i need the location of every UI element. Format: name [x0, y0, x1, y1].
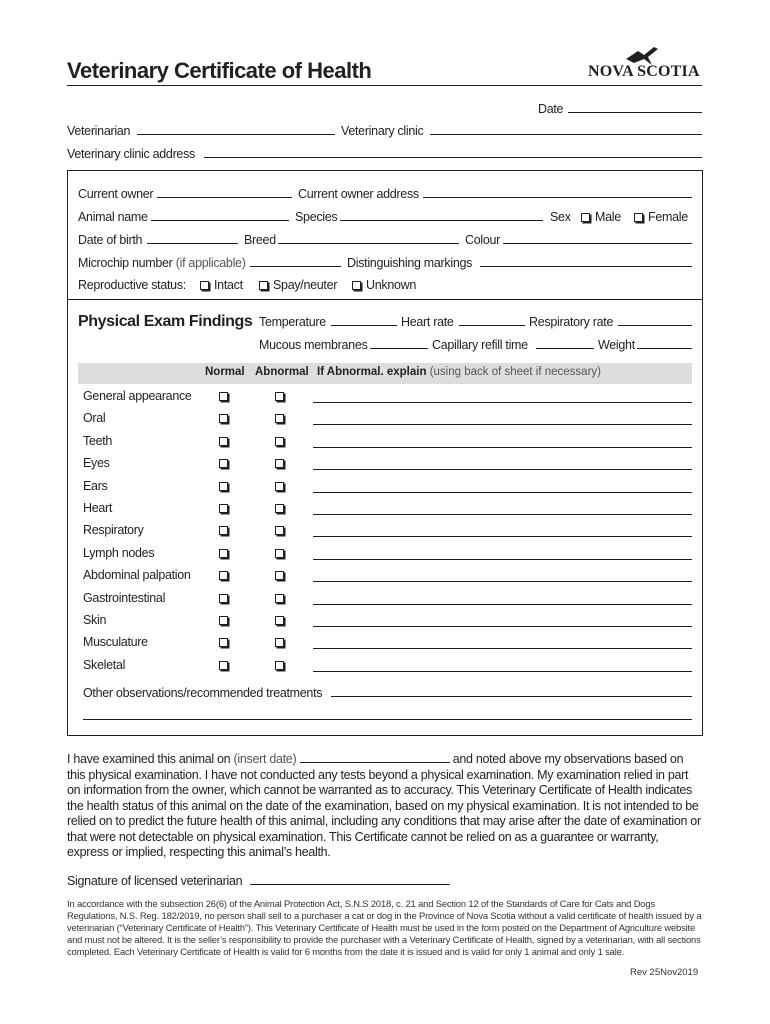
- markings-label: Distinguishing markings: [347, 256, 473, 270]
- markings-field[interactable]: [480, 266, 692, 267]
- checkbox-icon[interactable]: [352, 281, 361, 290]
- spay-label: Spay/neuter: [273, 278, 338, 292]
- veterinarian-field[interactable]: [137, 134, 335, 135]
- clinic-label: Veterinary clinic: [341, 124, 424, 138]
- male-option[interactable]: [581, 210, 621, 225]
- abnormal-checkbox[interactable]: [275, 482, 284, 491]
- statement-part1: I have examined this animal on: [67, 752, 231, 766]
- dob-field[interactable]: [147, 243, 238, 244]
- mucous-label: Mucous membranes: [259, 338, 368, 352]
- breed-label: Breed: [244, 233, 276, 247]
- statement-part2: and noted above my observations based on this physical examination. I have not conducted any tests beyond a physical examination. My examination relied in part on information from the owner, which cannot be warranted as to accuracy. This Veterinary Certificate of Health indicates the health status of this animal on the date of the examination, based on my physical examination. It is not intended to be relied on to predict the future health of this animal, including any conditions that may arise after the date of examination or that were not detectable on physical examination. This Certificate cannot be relied on as a guarantee or warranty, express or implied, respecting this animal’s health.: [67, 752, 701, 859]
- colour-field[interactable]: [503, 243, 692, 244]
- female-option[interactable]: [634, 210, 688, 225]
- explain-field[interactable]: [313, 581, 692, 582]
- temperature-label: Temperature: [259, 315, 326, 329]
- exam-row-label: Teeth: [83, 434, 113, 448]
- explain-field[interactable]: [313, 402, 692, 403]
- date-field[interactable]: [568, 112, 702, 113]
- abnormal-checkbox[interactable]: [275, 437, 284, 446]
- owner-label: Current owner: [78, 187, 154, 201]
- normal-checkbox[interactable]: [219, 437, 228, 446]
- exam-row-label: Skeletal: [83, 658, 126, 672]
- veterinarian-label: Veterinarian: [67, 124, 131, 138]
- normal-checkbox[interactable]: [219, 482, 228, 491]
- exam-row-label: General appearance: [83, 389, 192, 403]
- revision-label: Rev 25Nov2019: [630, 967, 699, 978]
- abnormal-checkbox[interactable]: [275, 661, 284, 670]
- checkbox-icon[interactable]: [581, 213, 590, 222]
- legal-notice: In accordance with the subsection 26(6) of the Animal Protection Act, S.N.S 2018, c. 21 and Section 12 of the Standards of Care for Cats and Dogs Regulations, N.S. Reg. 182/2019, no person shall sell to a purchaser a cat or dog in the Province of Nova Scotia without a valid certificate of health issued by a veterinarian (“Veterinary Certificate of Health”). This Veterinary Certificate of Health must be used in the form posted on the Department of Agriculture website and must not be altered. It is the seller’s responsibility to provide the purchaser with a Veterinary Certificate of Health, signed by a veterinarian, with all sections completed. Each Veterinary Certificate of Health is valid for 6 months from the date it is issued and is valid for only 1 animal and only 1 sale.: [67, 898, 702, 957]
- nova-scotia-logo: [588, 45, 704, 81]
- explain-field[interactable]: [313, 626, 692, 627]
- normal-checkbox[interactable]: [219, 392, 228, 401]
- exam-row-label: Respiratory: [83, 523, 144, 537]
- animal-name-field[interactable]: [151, 220, 289, 221]
- normal-checkbox[interactable]: [219, 549, 228, 558]
- normal-checkbox[interactable]: [219, 504, 228, 513]
- explain-field[interactable]: [313, 604, 692, 605]
- repro-label: Reproductive status:: [78, 278, 186, 292]
- insert-date-note: (insert date): [233, 752, 297, 766]
- abnormal-checkbox[interactable]: [275, 549, 284, 558]
- dob-label: Date of birth: [78, 233, 143, 247]
- abnormal-checkbox[interactable]: [275, 504, 284, 513]
- explain-field[interactable]: [313, 536, 692, 537]
- explain-field[interactable]: [313, 447, 692, 448]
- species-label: Species: [295, 210, 338, 224]
- explain-field[interactable]: [313, 559, 692, 560]
- explain-column-header: [317, 366, 601, 378]
- exam-row-label: Gastrointestinal: [83, 591, 166, 605]
- weight-label: Weight: [598, 338, 635, 352]
- microchip-field[interactable]: [250, 266, 341, 267]
- other-observations-field-2[interactable]: [83, 719, 692, 720]
- temperature-field[interactable]: [331, 325, 397, 326]
- exam-row-label: Heart: [83, 501, 113, 515]
- exam-row-label: Ears: [83, 479, 108, 493]
- unknown-option[interactable]: [352, 278, 416, 293]
- checkbox-icon[interactable]: [259, 281, 268, 290]
- sex-label: Sex: [550, 210, 571, 224]
- mucous-field[interactable]: [370, 348, 428, 349]
- clinic-address-field[interactable]: [204, 157, 702, 158]
- exam-row-label: Musculature: [83, 635, 148, 649]
- title-rule: [67, 85, 702, 86]
- examination-statement: [67, 752, 703, 861]
- colour-label: Colour: [465, 233, 501, 247]
- intact-option[interactable]: [200, 278, 243, 293]
- normal-checkbox[interactable]: [219, 661, 228, 670]
- crt-field[interactable]: [536, 348, 594, 349]
- if-applicable-note: (if applicable): [175, 256, 246, 270]
- exam-row-label: Abdominal palpation: [83, 568, 191, 582]
- signature-label: Signature of licensed veterinarian: [67, 874, 243, 888]
- weight-field[interactable]: [637, 348, 692, 349]
- explain-field[interactable]: [313, 648, 692, 649]
- clinic-field[interactable]: [430, 134, 702, 135]
- explain-note: (using back of sheet if necessary): [429, 366, 601, 378]
- exam-row-label: Skin: [83, 613, 107, 627]
- page-title: Veterinary Certificate of Health: [67, 58, 372, 83]
- heart-rate-label: Heart rate: [401, 315, 454, 329]
- exam-row-label: Eyes: [83, 456, 110, 470]
- heart-rate-field[interactable]: [459, 325, 525, 326]
- intact-label: Intact: [214, 278, 243, 292]
- microchip-label: [78, 256, 246, 271]
- resp-rate-label: Respiratory rate: [529, 315, 614, 329]
- abnormal-checkbox[interactable]: [275, 616, 284, 625]
- normal-checkbox[interactable]: [219, 526, 228, 535]
- exam-date-field[interactable]: [300, 753, 450, 763]
- breed-field[interactable]: [278, 243, 459, 244]
- normal-checkbox[interactable]: [219, 459, 228, 468]
- owner-address-label: Current owner address: [298, 187, 419, 201]
- other-observations-label: Other observations/recommended treatments: [83, 686, 323, 700]
- logo-text: NOVA SCOTIA: [588, 63, 700, 80]
- signature-field[interactable]: [250, 884, 450, 885]
- owner-field[interactable]: [157, 197, 292, 198]
- resp-rate-field[interactable]: [618, 325, 692, 326]
- other-observations-field[interactable]: [331, 696, 692, 697]
- exam-row-label: Lymph nodes: [83, 546, 155, 560]
- crt-label: Capillary refill time: [432, 338, 528, 352]
- abnormal-checkbox[interactable]: [275, 526, 284, 535]
- abnormal-checkbox[interactable]: [275, 571, 284, 580]
- explain-text: If Abnormal. explain: [317, 366, 427, 378]
- male-label: Male: [595, 210, 621, 224]
- abnormal-checkbox[interactable]: [275, 638, 284, 647]
- explain-field[interactable]: [313, 469, 692, 470]
- explain-field[interactable]: [313, 671, 692, 672]
- unknown-label: Unknown: [366, 278, 417, 292]
- animal-name-label: Animal name: [78, 210, 148, 224]
- checkbox-icon[interactable]: [200, 281, 209, 290]
- owner-address-field[interactable]: [423, 197, 692, 198]
- exam-heading: Physical Exam Findings: [78, 313, 253, 330]
- species-field[interactable]: [340, 220, 543, 221]
- explain-field[interactable]: [313, 492, 692, 493]
- normal-checkbox[interactable]: [219, 414, 228, 423]
- normal-checkbox[interactable]: [219, 571, 228, 580]
- abnormal-column-header: Abnormal: [255, 366, 309, 378]
- normal-checkbox[interactable]: [219, 616, 228, 625]
- exam-row-label: Oral: [83, 411, 106, 425]
- clinic-address-label: Veterinary clinic address: [67, 147, 195, 161]
- abnormal-checkbox[interactable]: [275, 594, 284, 603]
- microchip-text: Microchip number: [78, 256, 173, 270]
- date-label: Date: [538, 102, 564, 116]
- abnormal-checkbox[interactable]: [275, 459, 284, 468]
- normal-checkbox[interactable]: [219, 594, 228, 603]
- abnormal-checkbox[interactable]: [275, 414, 284, 423]
- spay-option[interactable]: [259, 278, 337, 293]
- normal-column-header: Normal: [205, 366, 245, 378]
- explain-field[interactable]: [313, 424, 692, 425]
- normal-checkbox[interactable]: [219, 638, 228, 647]
- explain-field[interactable]: [313, 514, 692, 515]
- checkbox-icon[interactable]: [634, 213, 643, 222]
- abnormal-checkbox[interactable]: [275, 392, 284, 401]
- female-label: Female: [648, 210, 688, 224]
